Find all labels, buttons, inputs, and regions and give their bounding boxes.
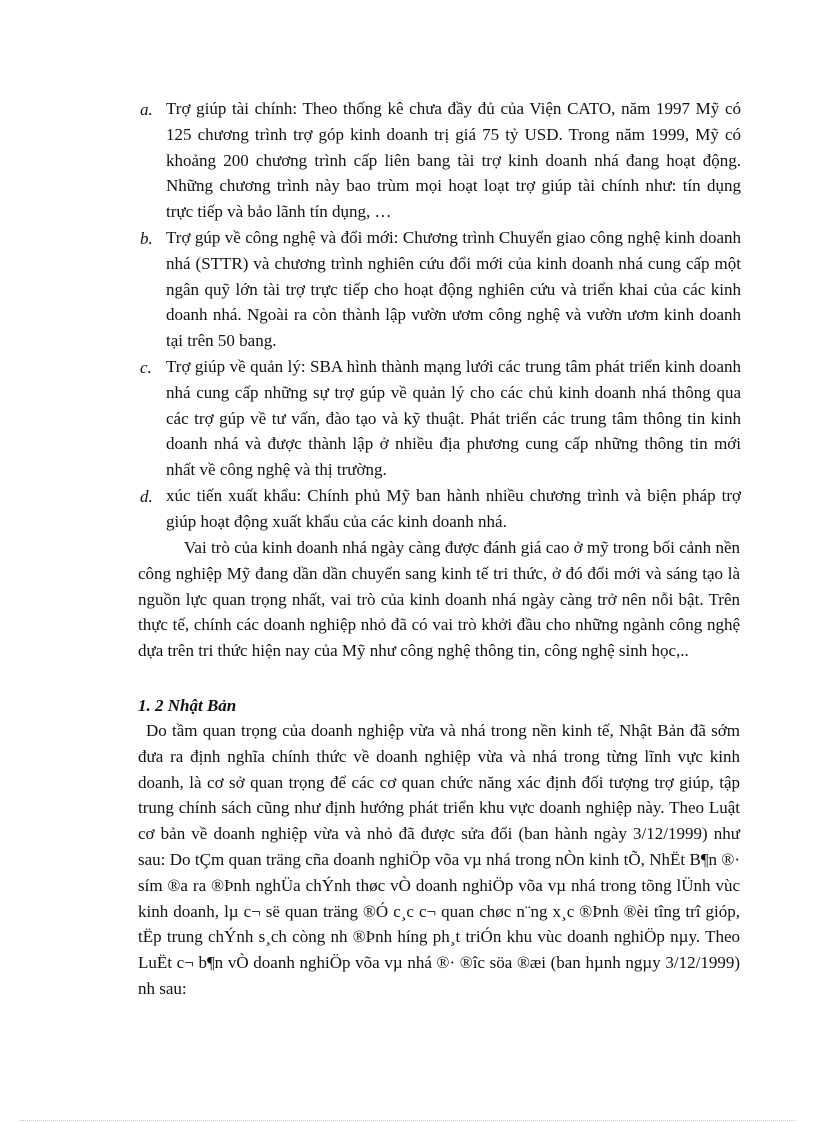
list-item-text: Trợ gúp về công nghệ và đổi mới: Chương trình Chuyển giao công nghệ kinh doanh nhá (STTR) và chương trình nghiên cứu đổi mới của kinh doanh nhá cung cấp một ngân quỹ lớn tài trợ trực tiếp cho hoạt động nghiên cứu và triển khai của các kinh doanh nhá. Ngoài ra còn thành lập vườn ươm công nghệ và vườn ươm kinh doanh tại trên 50 bang. — [166, 228, 741, 351]
section-heading: 1. 2 Nhật Bản — [138, 696, 237, 715]
list-item-text: xúc tiến xuất khẩu: Chính phủ Mỹ ban hành nhiều chương trình và biện pháp trợ giúp hoạt động xuất khẩu của các kinh doanh nhá. — [166, 486, 741, 531]
page-bottom-divider — [20, 1120, 796, 1121]
list-item-text: Trợ giúp tài chính: Theo thống kê chưa đầy đủ của Viện CATO, năm 1997 Mỹ có 125 chương trình trợ góp kinh doanh trị giá 75 tỷ USD. Trong năm 1999, Mỹ có khoảng 200 chương trình cấp liên bang tài trợ kinh doanh nhá đang hoạt động. Những chương trình này bao trùm mọi hoạt loạt trợ giúp tài chính như: tín dụng trực tiếp và bảo lãnh tín dụng, … — [166, 99, 741, 222]
list-marker: b. — [140, 229, 153, 248]
list-marker: d. — [140, 487, 153, 506]
list-item-text: Trợ giúp về quản lý: SBA hình thành mạng lưới các trung tâm phát triển kinh doanh nhá cung cấp những sự trợ gúp về quản lý cho các chủ kinh doanh nhá thông qua các trợ gúp về tư vấn, đào tạo và kỹ thuật. Phát triển các trung tâm thông tin kinh doanh nhá và được thành lập ở nhiều địa phương cung cấp những thông tin mới nhất về công nghệ và thị trường. — [166, 357, 741, 480]
paragraph-role: Vai trò của kinh doanh nhá ngày càng được đánh giá cao ở mỹ trong bối cảnh nền công nghiệp Mỹ đang dần dần chuyển sang kinh tế tri thức, ở đó đổi mới và sáng tạo là nguồn lực quan trọng nhất, vai trò của kinh doanh nhá ngày càng trở nên nỗi bật. Trên thực tế, chính các doanh nghiệp nhỏ đã có vai trò khởi đầu cho những ngành công nghệ dựa trên tri thức hiện nay của Mỹ như công nghệ thông tin, công nghệ sinh học,.. — [138, 538, 740, 661]
list-marker: c. — [140, 358, 152, 377]
paragraph-japan: Do tầm quan trọng của doanh nghiệp vừa và nhá trong nền kinh tế, Nhật Bản đã sớm đưa ra định nghĩa chính thức về doanh nghiệp vừa và nhá trong từng lĩnh vực kinh doanh, là cơ sở quan trọng để các cơ quan chức năng xác định đối tượng trợ giúp, tập trung chính sách cũng như định hướng phát triển khu vực doanh nghiệp này. Theo Luật cơ bản về doanh nghiệp vừa và nhỏ đã được sửa đổi (ban hành ngày 3/12/1999) như sau: Do tÇm quan träng cña doanh nghiÖp võa vµ nhá trong nÒn kinh tÕ, NhËt B¶n ®· sím ®a ra ®Þnh nghÜa chÝnh thøc vÒ doanh nghiÖp võa vµ nhá trong tõng lÜnh vùc kinh doanh, lµ c¬ së quan träng ®Ó c¸c c¬ quan chøc n¨ng x¸c ®Þnh ®èi tîng trî gióp, tËp trung chÝnh s¸ch còng nh ®Þnh híng ph¸t triÓn khu vùc doanh nghiÖp nµy. Theo LuËt c¬ b¶n vÒ doanh nghiÖp võa vµ nhá ®· ®îc söa ®æi (ban hµnh ngµy 3/12/1999) nh sau: — [138, 721, 740, 998]
list-marker: a. — [140, 100, 153, 119]
